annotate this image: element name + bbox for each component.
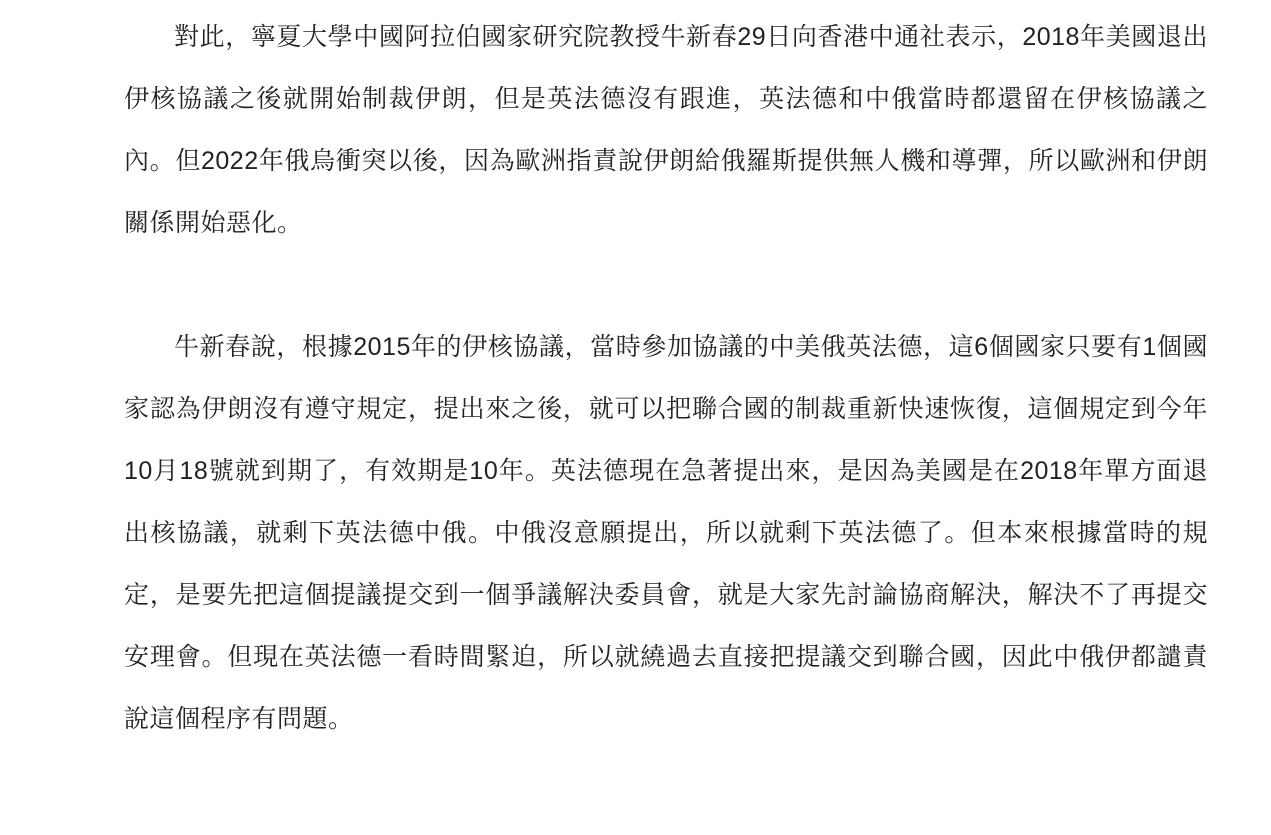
paragraph-1: 對此，寧夏大學中國阿拉伯國家研究院教授牛新春29日向香港中通社表示，2018年美國退出伊核協議之後就開始制裁伊朗，但是英法德沒有跟進，英法德和中俄當時都還留在伊核協議之內。但2022年俄烏衝突以後，因為歐洲指責說伊朗給俄羅斯提供無人機和導彈，所以歐洲和伊朗關係開始惡化。 [124, 23, 1208, 237]
paragraph-2: 牛新春說，根據2015年的伊核協議，當時參加協議的中美俄英法德，這6個國家只要有1個國家認為伊朗沒有遵守規定，提出來之後，就可以把聯合國的制裁重新快速恢復，這個規定到今年10月18號就到期了，有效期是10年。英法德現在急著提出來，是因為美國是在2018年單方面退出核協議，就剩下英法德中俄。中俄沒意願提出，所以就剩下英法德了。但本來根據當時的規定，是要先把這個提議提交到一個爭議解決委員會，就是大家先討論協商解決，解決不了再提交安理會。但現在英法德一看時間緊迫，所以就繞過去直接把提議交到聯合國，因此中俄伊都譴責說這個程序有問題。 [124, 333, 1208, 733]
article-body [124, 6, 1208, 750]
